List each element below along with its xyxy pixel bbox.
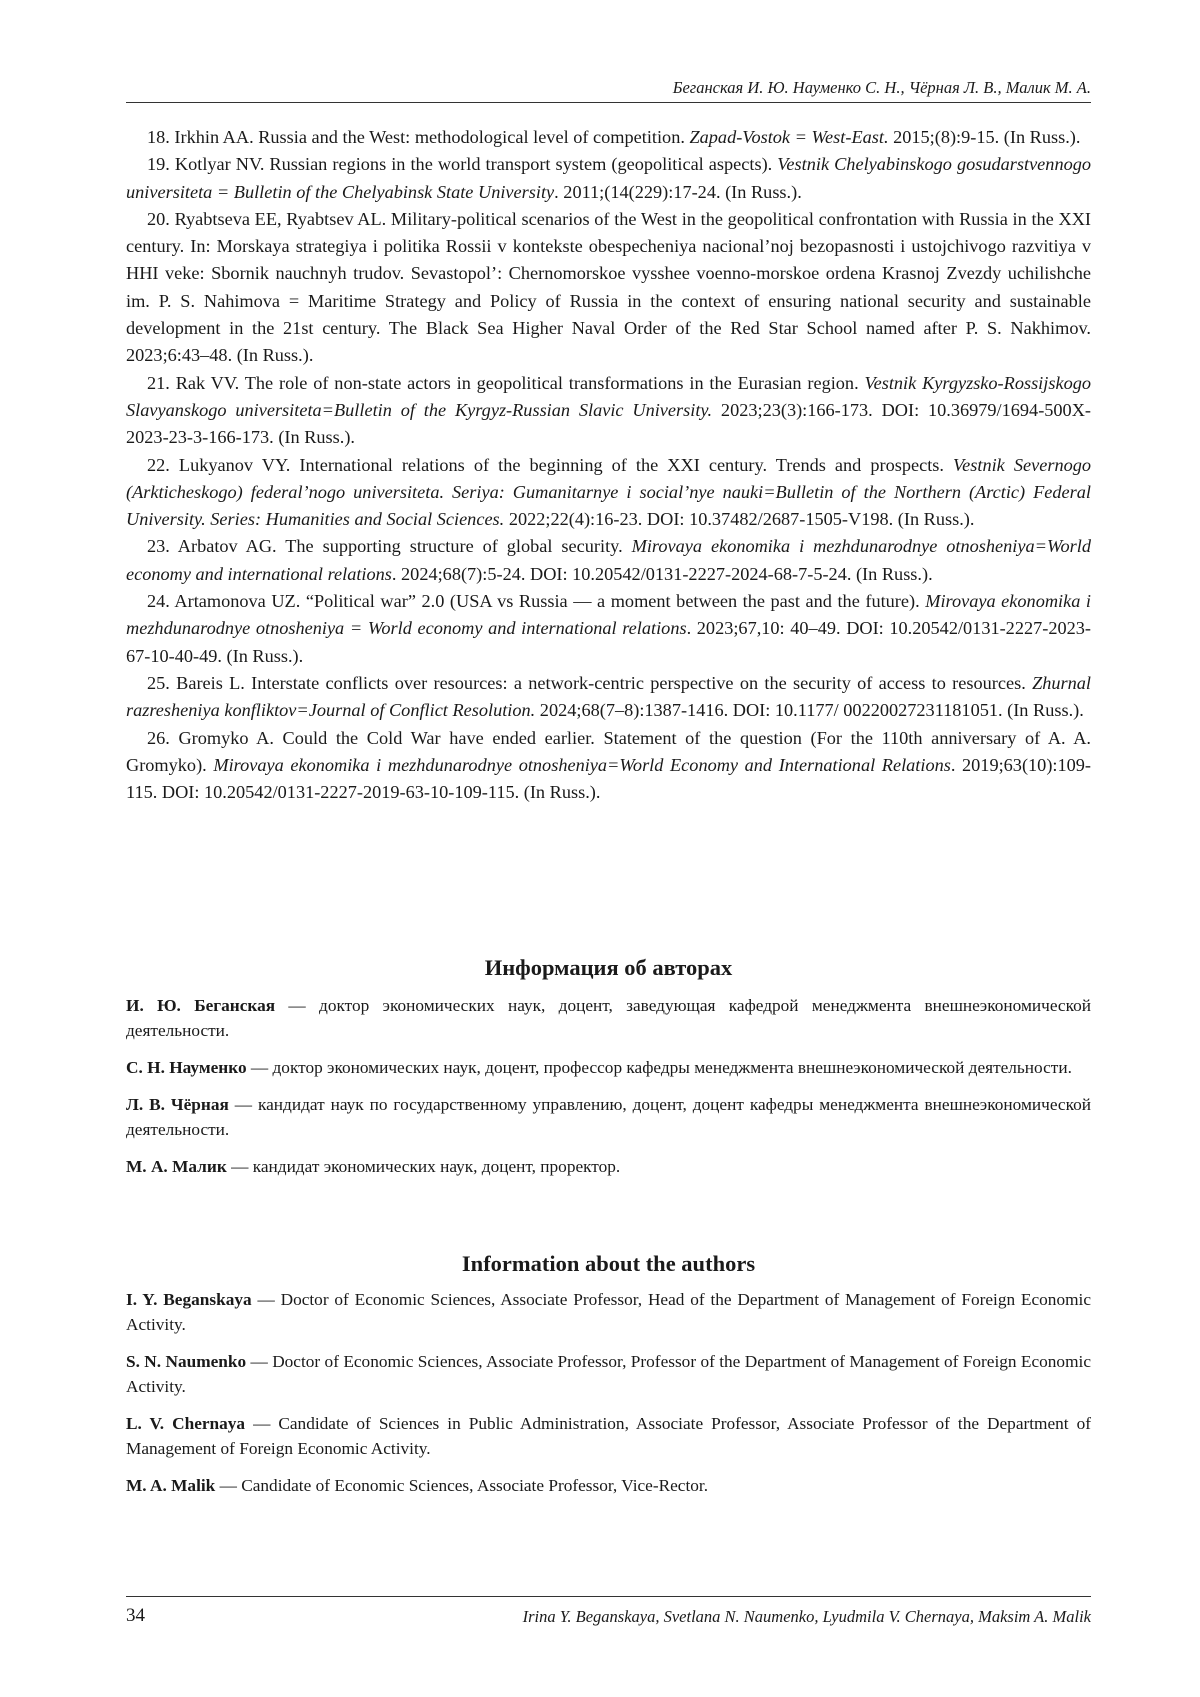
reference-item: [126, 588, 1091, 670]
reference-journal: Mirovaya ekonomika i mezhdunarodnye otnosheniya=World economy and international relations: [126, 536, 1091, 584]
author-description: — Doctor of Economic Sciences, Associate Professor, Professor of the Department of Management of Foreign Economic Activity.: [126, 1352, 1091, 1396]
reference-journal: Vestnik Severnogo (Arkticheskogo) federal’nogo universiteta. Seriya: Gumanitarnye i social’nye nauki=Bulletin of the Northern (Arctic) Federal University. Series: Humanities and Social Sciences.: [126, 454, 1092, 530]
author-entry: [126, 1055, 1091, 1080]
reference-number: 21.: [147, 372, 170, 393]
reference-text: . 2023;67,10: 40–49. DOI: 10.20542/0131-2227-2023-67-10-40-49. (In Russ.).: [126, 618, 1091, 666]
reference-text: 2024;68(7–8):1387-1416. DOI: 10.1177/ 00220027231181051. (In Russ.).: [535, 700, 1084, 721]
reference-text: . 2019;63(10):109-115. DOI: 10.20542/0131-2227-2019-63-10-109-115. (In Russ.).: [126, 754, 1091, 803]
reference-journal: Mirovaya ekonomika i mezhdunarodnye otnosheniya = World economy and international relations: [126, 591, 1091, 639]
reference-journal: Vestnik Chelyabinskogo gosudarstvennogo universiteta = Bulletin of the Chelyabinsk State University: [126, 154, 1092, 202]
reference-text: Irkhin AA. Russia and the West: methodological level of competition.: [169, 127, 690, 147]
reference-number: 25.: [147, 672, 170, 693]
running-head: Беганская И. Ю. Науменко С. Н., Чёрная Л. В., Малик М. А.: [126, 78, 1091, 103]
reference-text: Artamonova UZ. “Political war” 2.0 (USA vs Russia — a moment between the past and the future).: [169, 591, 926, 612]
reference-text: Arbatov AG. The supporting structure of global security.: [169, 536, 632, 557]
authors-ru-list: [126, 993, 1091, 1191]
author-description: — Candidate of Sciences in Public Administration, Associate Professor, Associate Professor of the Department of Management of Foreign Economic Activity.: [126, 1414, 1092, 1458]
reference-journal: Mirovaya ekonomika i mezhdunarodnye otnosheniya=World Economy and International Relations: [213, 754, 951, 775]
reference-text: . 2024;68(7):5-24. DOI: 10.20542/0131-2227-2024-68-7-5-24. (In Russ.).: [391, 563, 933, 584]
page-number: 34: [126, 1605, 145, 1626]
footer-authors: Irina Y. Beganskaya, Svetlana N. Naumenko, Lyudmila V. Chernaya, Maksim A. Malik: [522, 1607, 1091, 1626]
reference-number: 24.: [147, 591, 170, 612]
reference-journal: Zhurnal razresheniya konfliktov=Journal of Conflict Resolution.: [126, 672, 1091, 721]
reference-journal: Vestnik Kyrgyzsko-Rossijskogo Slavyanskogo universiteta=Bulletin of the Kyrgyz-Russian Slavic University.: [126, 372, 1091, 420]
reference-item: [126, 151, 1091, 206]
reference-text: Kotlyar NV. Russian regions in the world transport system (geopolitical aspects).: [169, 154, 778, 175]
reference-item: [126, 124, 1091, 151]
footer-divider: [126, 1596, 1091, 1597]
reference-item: [126, 670, 1091, 725]
author-name: M. A. Malik: [126, 1476, 216, 1495]
author-entry: [126, 1154, 1091, 1179]
reference-text: Rak VV. The role of non-state actors in geopolitical transformations in the Eurasian region.: [169, 372, 865, 393]
author-name: И. Ю. Беганская: [126, 996, 276, 1015]
authors-ru-heading: Информация об авторах: [484, 955, 733, 980]
reference-number: 23.: [147, 536, 170, 557]
reference-item: [126, 452, 1091, 534]
reference-number: 22.: [147, 454, 170, 475]
author-description: — доктор экономических наук, доцент, заведующая кафедрой менеджмента внешнеэкономической деятельности.: [126, 996, 1091, 1040]
reference-text: 2022;22(4):16-23. DOI: 10.37482/2687-1505-V198. (In Russ.).: [504, 509, 975, 530]
reference-text: Lukyanov VY. International relations of the beginning of the XXI century. Trends and prospects.: [169, 454, 954, 475]
reference-text: 2023;23(3):166-173. DOI: 10.36979/1694-500X-2023-23-3-166-173. (In Russ.).: [126, 399, 1091, 448]
reference-number: 18.: [147, 127, 170, 147]
reference-item: [126, 206, 1091, 370]
author-name: L. V. Chernaya: [126, 1414, 246, 1433]
author-entry: [126, 1473, 1091, 1498]
reference-text: Gromyko A. Could the Cold War have ended earlier. Statement of the question (For the 110th anniversary of A. A. Gromyko).: [126, 727, 1091, 775]
author-description: — доктор экономических наук, доцент, профессор кафедры менеджмента внешнеэкономической деятельности.: [246, 1058, 1072, 1077]
author-name: С. Н. Науменко: [126, 1058, 247, 1077]
author-name: М. А. Малик: [126, 1157, 227, 1176]
reference-item: [126, 370, 1091, 452]
reference-number: 20.: [147, 208, 170, 229]
reference-text: . 2011;(14(229):17-24. (In Russ.).: [554, 181, 802, 202]
author-entry: [126, 1349, 1091, 1399]
reference-text: 2015;(8):9-15. (In Russ.).: [888, 127, 1081, 147]
author-name: Л. В. Чёрная: [126, 1095, 229, 1114]
reference-number: 19.: [147, 154, 170, 175]
reference-journal: Zapad-Vostok = West-East.: [689, 127, 889, 147]
reference-item: [126, 725, 1091, 807]
reference-text: Bareis L. Interstate conflicts over resources: a network-centric perspective on the security of access to resources.: [169, 672, 1033, 693]
author-description: — Candidate of Economic Sciences, Associate Professor, Vice-Rector.: [215, 1476, 709, 1495]
author-entry: [126, 1287, 1091, 1337]
reference-list: [126, 124, 1091, 806]
author-name: I. Y. Beganskaya: [126, 1290, 252, 1309]
author-description: — кандидат наук по государственному управлению, доцент, доцент кафедры менеджмента внешнеэкономической деятельности.: [126, 1095, 1091, 1139]
reference-text: Ryabtseva EE, Ryabtsev AL. Military-political scenarios of the West in the geopolitical confrontation with Russia in the XXI century. In: Morskaya strategiya i politika Rossii v kontekste obespecheniya nacional’noj bezopasnosti i ustojchivogo razvitiya v HHI veke: Sbornik nauchnyh trudov. Sevastopol’: Chernomorskoe vysshee voenno-morskoe ordena Krasnoj Zvezdy uchilishche im. P. S. Nahimova = Maritime Strategy and Policy of Russia in the context of ensuring national security and sustainable development in the 21st century. The Black Sea Higher Naval Order of the Red Star School named after P. S. Nakhimov. 2023;6:43–48. (In Russ.).: [126, 208, 1091, 366]
reference-item: [126, 533, 1091, 588]
author-entry: [126, 1092, 1091, 1142]
authors-en-list: [126, 1287, 1091, 1510]
authors-en-heading: Information about the authors: [461, 1251, 756, 1276]
author-name: S. N. Naumenko: [126, 1352, 247, 1371]
author-description: — кандидат экономических наук, доцент, проректор.: [226, 1157, 621, 1176]
reference-number: 26.: [147, 727, 170, 748]
author-description: — Doctor of Economic Sciences, Associate Professor, Head of the Department of Management of Foreign Economic Activity.: [126, 1290, 1091, 1334]
author-entry: [126, 1411, 1091, 1461]
author-entry: [126, 993, 1091, 1043]
